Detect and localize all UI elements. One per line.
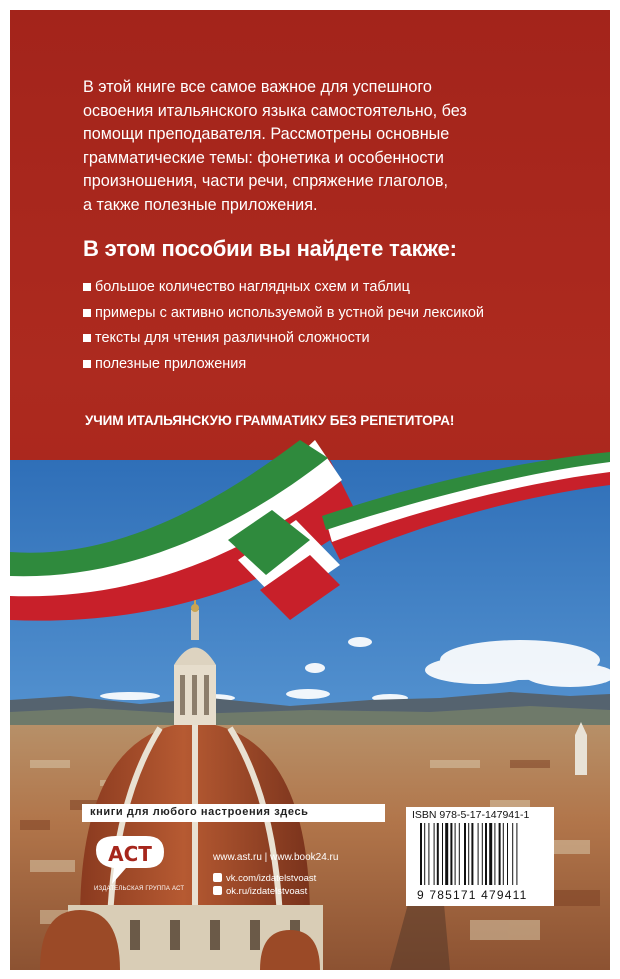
vk-icon (213, 873, 222, 882)
barcode-bar (516, 823, 517, 885)
square-bullet-icon (83, 334, 91, 342)
barcode-bar (482, 823, 483, 885)
feature-item (83, 278, 484, 304)
barcode-bar (471, 823, 473, 885)
description-line: В этой книге все самое важное для успешного (83, 78, 432, 96)
square-bullet-icon (83, 360, 91, 368)
barcode-bar (464, 823, 466, 885)
feature-text: полезные приложения (95, 355, 247, 372)
logo-caption: ИЗДАТЕЛЬСКАЯ ГРУППА АСТ (94, 886, 185, 892)
feature-item (83, 304, 484, 330)
feature-item (83, 329, 484, 355)
slogan: УЧИМ ИТАЛЬЯНСКУЮ ГРАММАТИКУ БЕЗ РЕПЕТИТОРА! (85, 413, 455, 428)
barcode-bar (428, 823, 429, 885)
description-paragraph (83, 76, 553, 217)
social-links (213, 872, 316, 898)
barcode-bar (442, 823, 443, 885)
square-bullet-icon (83, 309, 91, 317)
barcode-bar (494, 823, 495, 885)
barcode-bar (478, 823, 479, 885)
barcode-bar (512, 823, 513, 885)
barcode-bar (450, 823, 452, 885)
italian-flag-ribbon (10, 440, 610, 640)
feature-text: большое количество наглядных схем и таблиц (95, 279, 410, 295)
barcode-bar (437, 823, 439, 885)
barcode-bar (424, 823, 425, 885)
isbn-digits: 9 785171 479411 (417, 888, 528, 902)
barcode-bar (507, 823, 508, 885)
barcode-icon (418, 823, 548, 887)
feature-item (83, 355, 484, 381)
social-link-text: vk.com/izdatelstvoast (226, 873, 317, 884)
logo-text: АСТ (108, 842, 152, 866)
tagline: книги для любого настроения здесь (90, 806, 309, 818)
isbn-label: ISBN 978-5-17-147941-1 (412, 809, 530, 821)
barcode-bar (434, 823, 435, 885)
features-list (83, 278, 484, 380)
description-line: произношения, части речи, спряжение глаголов, (83, 172, 449, 190)
description-line: освоения итальянского языка самостоятельно, без (83, 101, 467, 120)
barcode-bar (420, 823, 422, 885)
feature-text: тексты для чтения различной сложности (95, 330, 370, 346)
description-line: грамматические темы: фонетика и особенности (83, 148, 444, 167)
barcode-bar (445, 823, 448, 885)
barcode-bar (485, 823, 487, 885)
description-line: а также полезные приложения. (83, 195, 318, 214)
publisher-urls: www.ast.ru | www.book24.ru (213, 852, 339, 863)
barcode-bar (503, 823, 504, 885)
barcode-bar (468, 823, 469, 885)
ok-icon (213, 886, 222, 895)
book-back-cover (10, 10, 610, 970)
social-link-ok[interactable] (213, 885, 316, 898)
description-line: помощи преподавателя. Рассмотрены основные (83, 125, 450, 143)
feature-text: примеры с активно используемой в устной речи лексикой (95, 304, 485, 321)
social-link-vk[interactable] (213, 872, 316, 885)
social-link-text: ok.ru/izdatelstvoast (226, 886, 308, 897)
barcode-bar (499, 823, 501, 885)
square-bullet-icon (83, 283, 91, 291)
features-heading: В этом пособии вы найдете также: (83, 236, 457, 261)
barcode-bar (455, 823, 456, 885)
barcode-bar (459, 823, 460, 885)
barcode-bar (489, 823, 492, 885)
